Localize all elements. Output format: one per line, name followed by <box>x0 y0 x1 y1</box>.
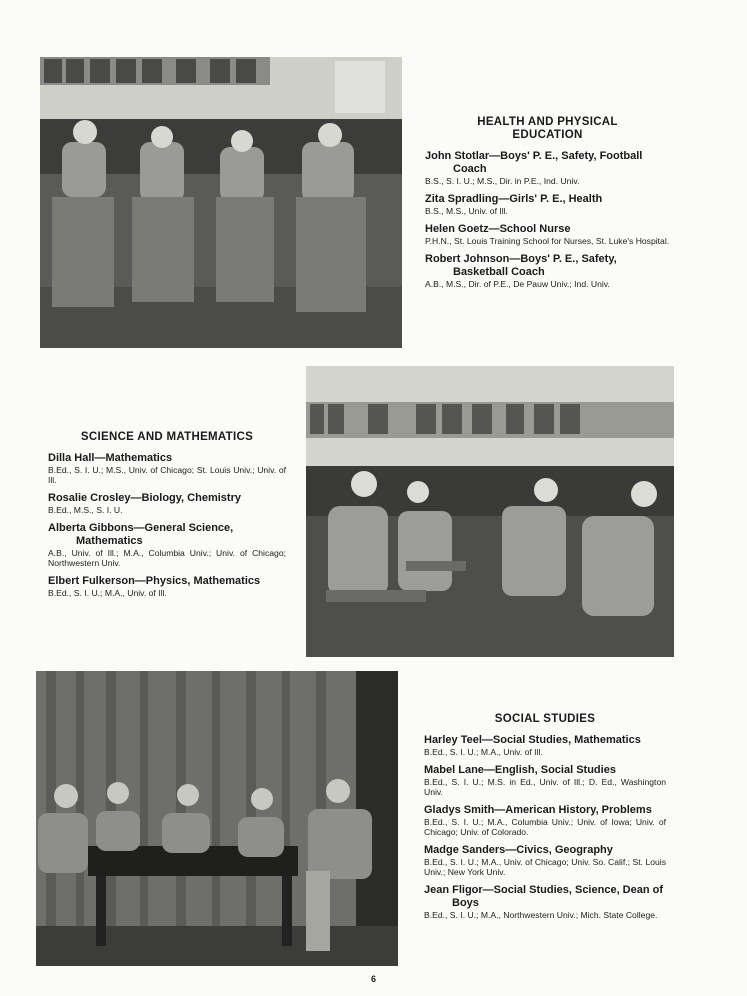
faculty-credentials: B.Ed., S. I. U.; M.A., Columbia Univ.; Univ. of Iowa; Univ. of Chicago; Univ. of Colorado. <box>424 817 666 837</box>
faculty-entry <box>425 253 670 289</box>
social-studies-group-photo <box>36 671 398 966</box>
faculty-entry <box>424 764 666 797</box>
faculty-entry <box>48 492 286 515</box>
faculty-credentials: B.Ed., S. I. U.; M.A., Univ. of Ill. <box>48 588 167 598</box>
science-math-title: SCIENCE AND MATHEMATICS <box>80 431 254 443</box>
faculty-credentials: B.Ed., M.S., S. I. U. <box>48 505 123 515</box>
faculty-credentials: B.Ed., S. I. U.; M.A., Univ. of Ill. <box>424 747 543 757</box>
faculty-name: Harley Teel—Social Studies, Mathematics <box>424 734 641 746</box>
health-pe-title <box>425 116 670 142</box>
faculty-name: Madge Sanders—Civics, Geography <box>424 844 613 856</box>
faculty-credentials: B.Ed., S. I. U.; M.S., Univ. of Chicago; St. Louis Univ.; Univ. of Ill. <box>48 465 286 485</box>
health-pe-title-line1: HEALTH AND PHYSICAL <box>477 116 618 128</box>
faculty-credentials: B.Ed., S. I. U.; M.A., Northwestern Univ.; Mich. State College. <box>424 910 658 920</box>
page-number: 6 <box>370 974 376 984</box>
science-math-section <box>48 431 286 605</box>
faculty-entry <box>424 804 666 837</box>
faculty-name: John Stotlar—Boys' P. E., Safety, Football Coach <box>425 150 643 175</box>
faculty-credentials: B.S., M.S., Univ. of Ill. <box>425 206 508 216</box>
faculty-entry <box>425 150 670 186</box>
faculty-credentials: B.Ed., S. I. U.; M.A., Univ. of Chicago; Univ. So. Calif.; St. Louis Univ.; New York Univ. <box>424 857 666 877</box>
faculty-entry <box>48 575 286 598</box>
faculty-name: Robert Johnson—Boys' P. E., Safety, Basketball Coach <box>425 253 617 278</box>
social-studies-title: SOCIAL STUDIES <box>494 713 596 725</box>
health-pe-group-photo <box>40 57 402 348</box>
health-pe-title-line2: EDUCATION <box>512 129 583 141</box>
faculty-entry <box>48 522 286 568</box>
faculty-name: Jean Fligor—Social Studies, Science, Dean of Boys <box>424 884 664 909</box>
faculty-name: Rosalie Crosley—Biology, Chemistry <box>48 492 241 504</box>
faculty-name: Elbert Fulkerson—Physics, Mathematics <box>48 575 261 587</box>
social-studies-section <box>424 713 666 927</box>
faculty-credentials: B.Ed., S. I. U.; M.S. in Ed., Univ. of Ill.; D. Ed., Washington Univ. <box>424 777 666 797</box>
faculty-credentials: A.B., Univ. of Ill.; M.A., Columbia Univ.; Univ. of Chicago; Northwestern Univ. <box>48 548 286 568</box>
faculty-credentials: B.S., S. I. U.; M.S., Dir. in P.E., Ind. Univ. <box>425 176 580 186</box>
faculty-name: Gladys Smith—American History, Problems <box>424 804 652 816</box>
faculty-entry <box>424 844 666 877</box>
faculty-entry <box>424 884 666 920</box>
faculty-entry <box>425 223 670 246</box>
faculty-name: Alberta Gibbons—General Science, Mathematics <box>48 522 234 547</box>
faculty-name: Dilla Hall—Mathematics <box>48 452 173 464</box>
faculty-name: Helen Goetz—School Nurse <box>425 223 571 235</box>
faculty-entry <box>425 193 670 216</box>
science-math-group-photo <box>306 366 674 657</box>
faculty-entry <box>48 452 286 485</box>
faculty-credentials: P.H.N., St. Louis Training School for Nurses, St. Luke's Hospital. <box>425 236 670 246</box>
faculty-entry <box>424 734 666 757</box>
faculty-name: Mabel Lane—English, Social Studies <box>424 764 616 776</box>
faculty-credentials: A.B., M.S., Dir. of P.E., De Pauw Univ.; Ind. Univ. <box>425 279 610 289</box>
faculty-name: Zita Spradling—Girls' P. E., Health <box>425 193 603 205</box>
health-pe-section <box>425 116 670 296</box>
